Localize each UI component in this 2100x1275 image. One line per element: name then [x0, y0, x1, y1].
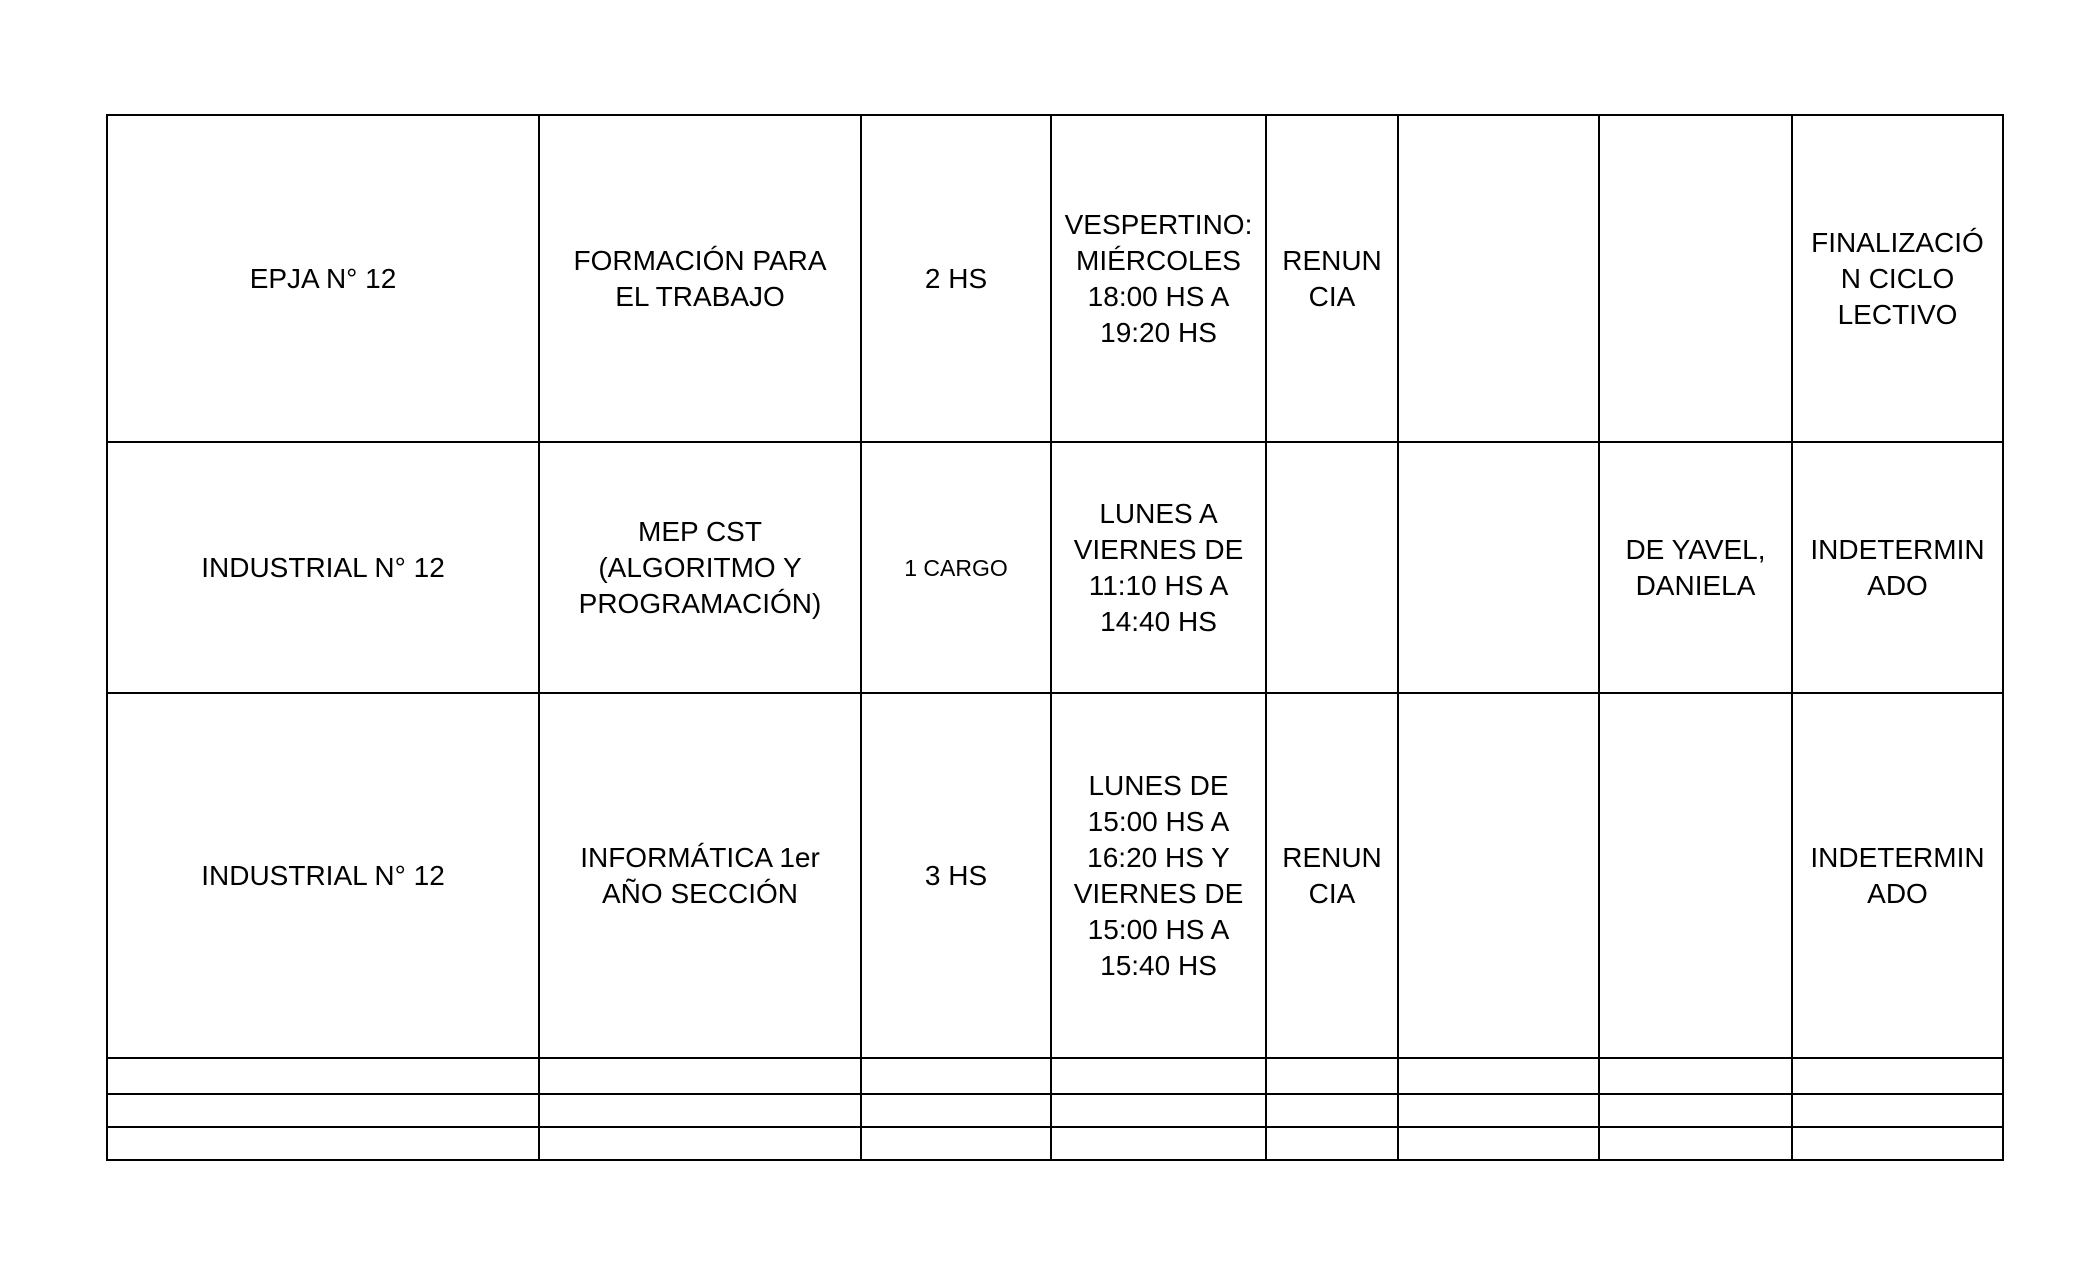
- hours-cell: 1 CARGO: [861, 442, 1051, 693]
- subject-cell: MEP CST (ALGORITMO Y PROGRAMACIÓN): [539, 442, 861, 693]
- table-row: [107, 115, 2003, 442]
- empty-row: [107, 1127, 2003, 1160]
- empty-cell: [1051, 1094, 1266, 1127]
- empty-cell: [1792, 1127, 2003, 1160]
- school-cell: INDUSTRIAL N° 12: [107, 442, 539, 693]
- empty-cell: [1398, 693, 1599, 1058]
- empty-cell: [107, 1127, 539, 1160]
- subject-cell: FORMACIÓN PARA EL TRABAJO: [539, 115, 861, 442]
- table-row: [107, 442, 2003, 693]
- hours-cell: 2 HS: [861, 115, 1051, 442]
- empty-cell: [1266, 1127, 1398, 1160]
- empty-cell: [1398, 1094, 1599, 1127]
- empty-cell: [1599, 1094, 1792, 1127]
- teacher-cell: [1599, 693, 1792, 1058]
- school-cell: INDUSTRIAL N° 12: [107, 693, 539, 1058]
- empty-cell: [1599, 1058, 1792, 1094]
- empty-cell: [861, 1058, 1051, 1094]
- empty-cell: [107, 1058, 539, 1094]
- duration-cell: FINALIZACIÓ N CICLO LECTIVO: [1792, 115, 2003, 442]
- empty-cell: [1792, 1094, 2003, 1127]
- reason-cell: RENUN CIA: [1266, 115, 1398, 442]
- empty-cell: [861, 1127, 1051, 1160]
- empty-cell: [1266, 1094, 1398, 1127]
- school-cell: EPJA N° 12: [107, 115, 539, 442]
- table-row: [107, 693, 2003, 1058]
- empty-cell: [1398, 1127, 1599, 1160]
- empty-row: [107, 1094, 2003, 1127]
- empty-cell: [1398, 115, 1599, 442]
- empty-cell: [1398, 1058, 1599, 1094]
- empty-cell: [1051, 1058, 1266, 1094]
- teacher-cell: [1599, 115, 1792, 442]
- duration-cell: INDETERMIN ADO: [1792, 693, 2003, 1058]
- designations-table: [106, 114, 2004, 1161]
- empty-cell: [1266, 1058, 1398, 1094]
- empty-row: [107, 1058, 2003, 1094]
- empty-cell: [1398, 442, 1599, 693]
- reason-cell: [1266, 442, 1398, 693]
- hours-cell: 3 HS: [861, 693, 1051, 1058]
- empty-cell: [861, 1094, 1051, 1127]
- duration-cell: INDETERMIN ADO: [1792, 442, 2003, 693]
- empty-cell: [1792, 1058, 2003, 1094]
- schedule-cell: LUNES A VIERNES DE 11:10 HS A 14:40 HS: [1051, 442, 1266, 693]
- empty-cell: [1599, 1127, 1792, 1160]
- teacher-cell: DE YAVEL, DANIELA: [1599, 442, 1792, 693]
- empty-cell: [107, 1094, 539, 1127]
- subject-cell: INFORMÁTICA 1er AÑO SECCIÓN: [539, 693, 861, 1058]
- empty-cell: [539, 1127, 861, 1160]
- schedule-cell: LUNES DE 15:00 HS A 16:20 HS Y VIERNES DE 15:00 HS A 15:40 HS: [1051, 693, 1266, 1058]
- schedule-cell: VESPERTINO: MIÉRCOLES 18:00 HS A 19:20 HS: [1051, 115, 1266, 442]
- empty-cell: [1051, 1127, 1266, 1160]
- empty-cell: [539, 1094, 861, 1127]
- empty-cell: [539, 1058, 861, 1094]
- reason-cell: RENUN CIA: [1266, 693, 1398, 1058]
